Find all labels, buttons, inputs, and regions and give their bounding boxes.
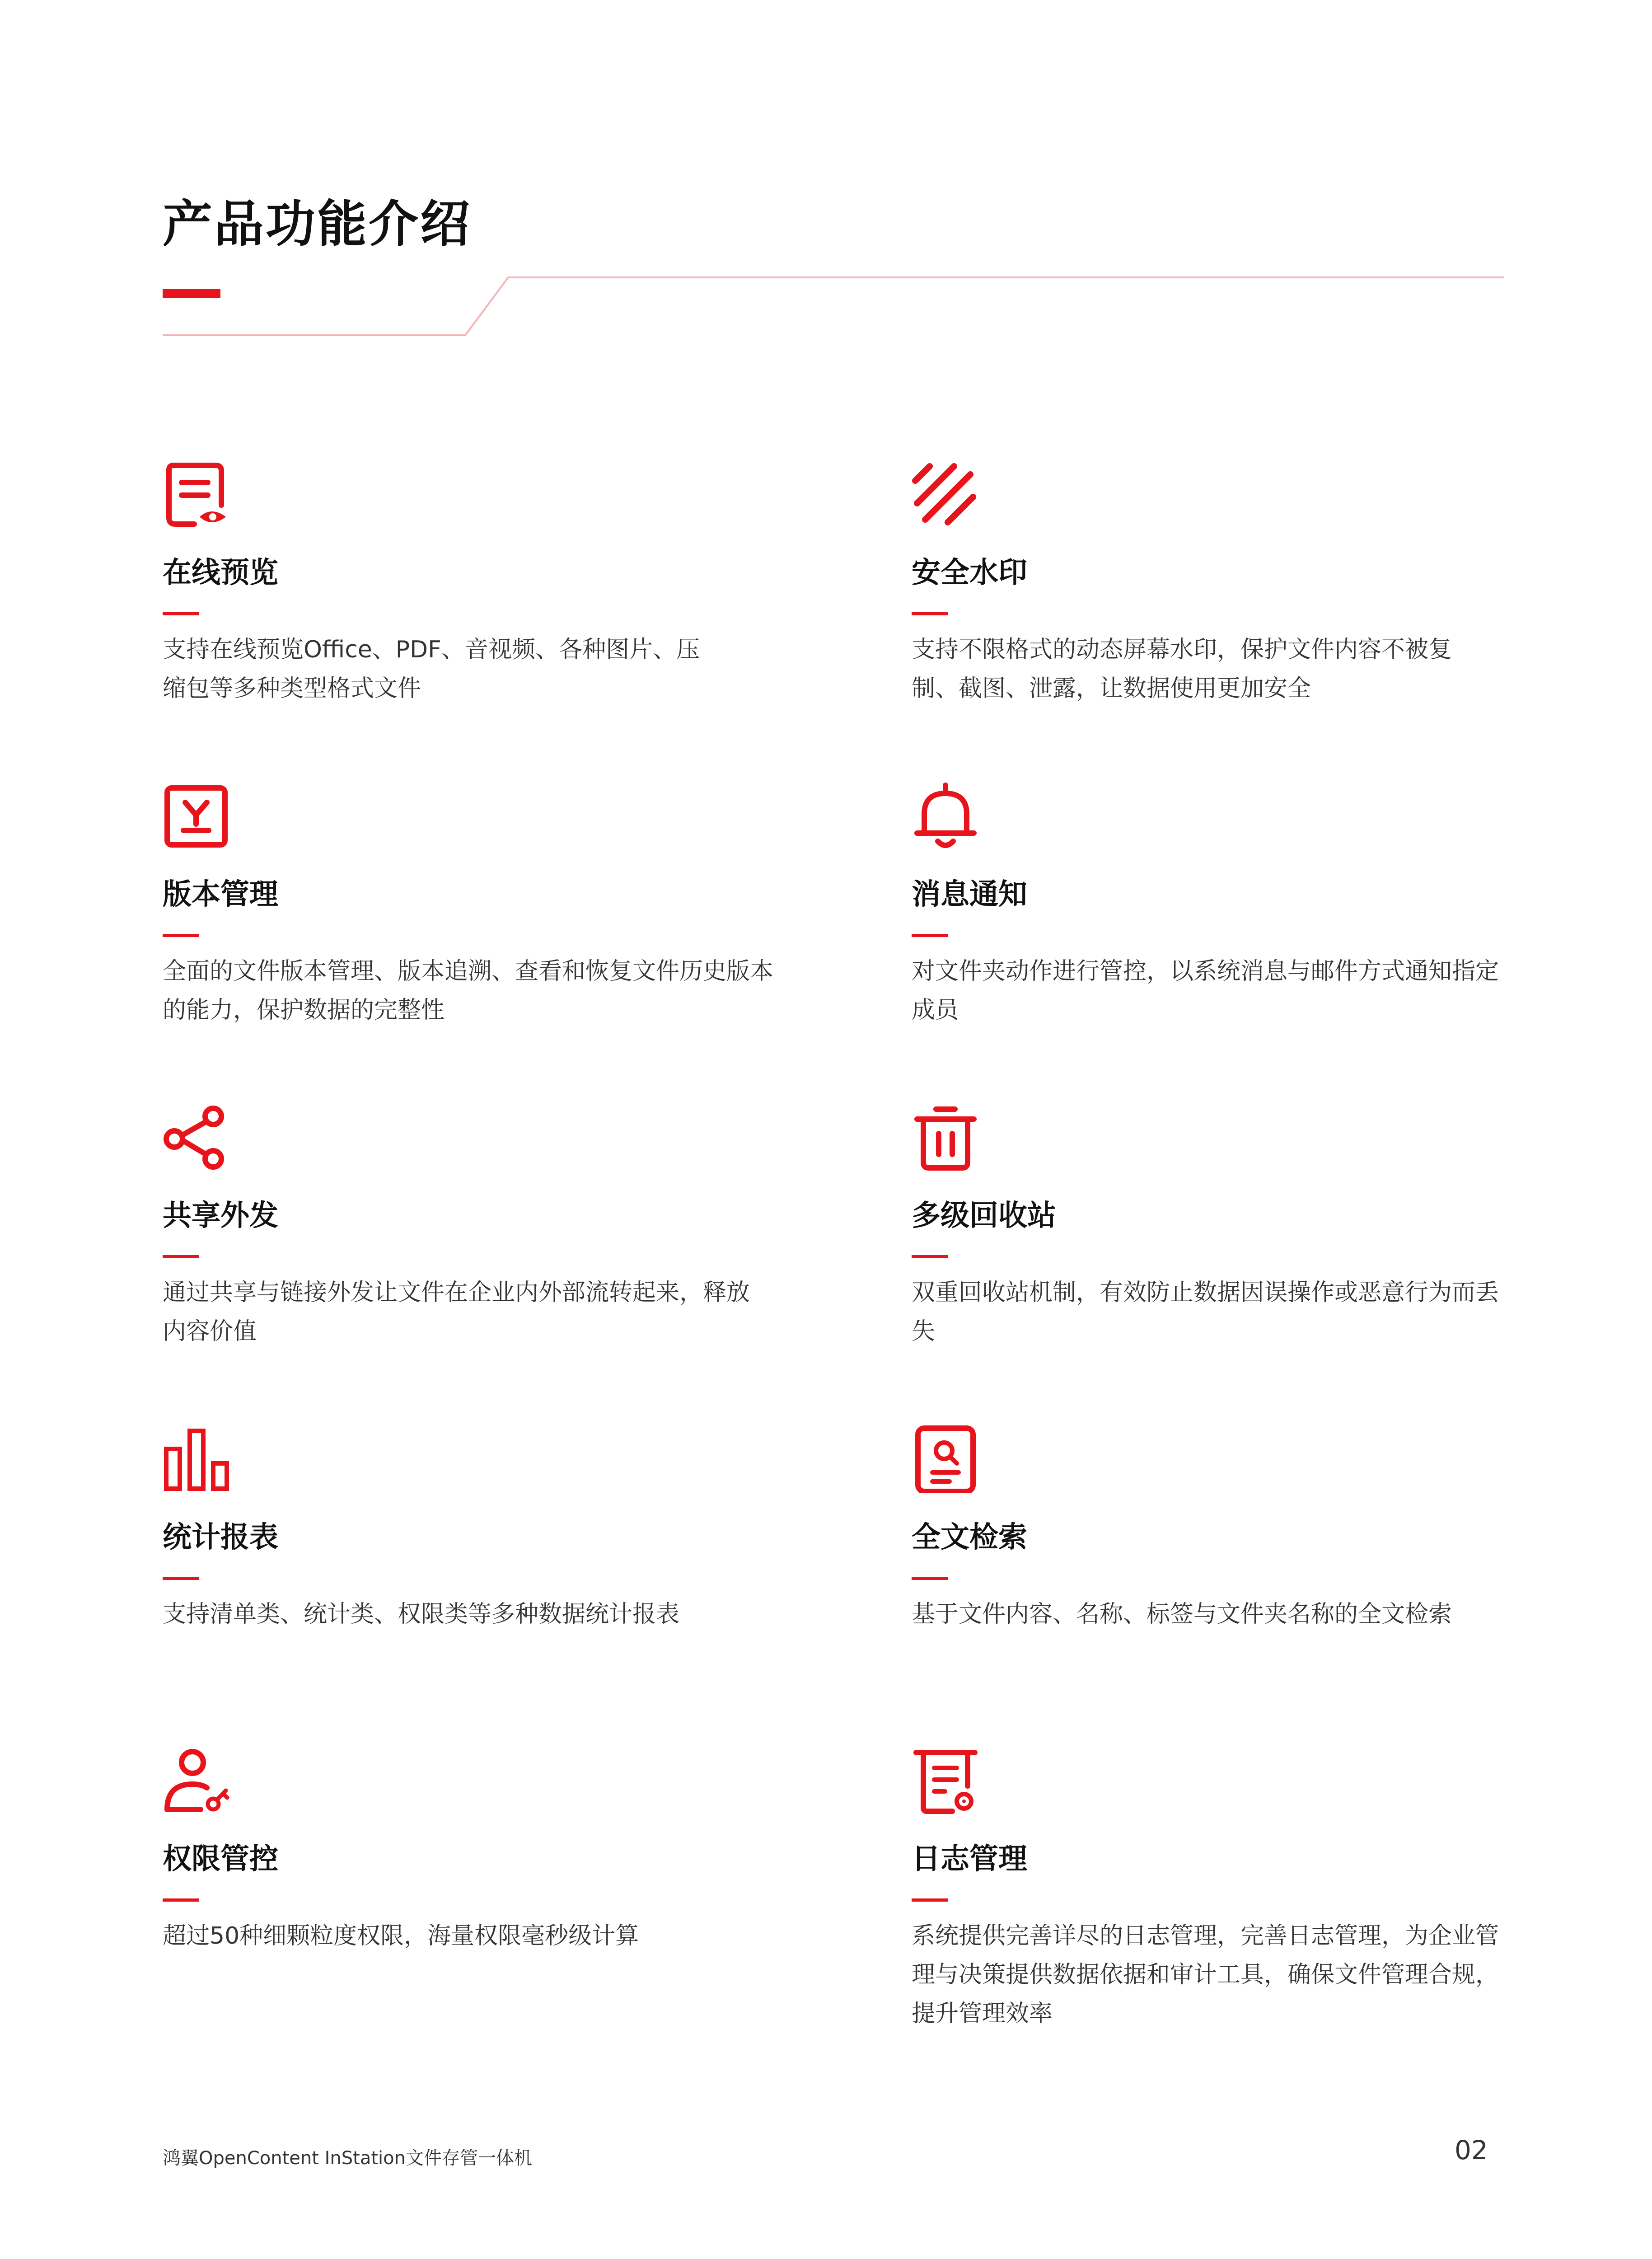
feature-title: 在线预览 (163, 556, 278, 590)
title-underline (163, 1577, 199, 1580)
title-underline (163, 1898, 199, 1902)
title-underline (163, 934, 199, 937)
title-divider (0, 0, 1652, 361)
feature-title: 多级回收站 (912, 1199, 1056, 1233)
feature-title: 全文检索 (912, 1521, 1027, 1554)
feature-description: 系统提供完善详尽的日志管理，完善日志管理，为企业管理与决策提供数据依据和审计工具，确保文件管理合规，提升管理效率 (912, 1922, 1499, 2027)
title-underline (912, 612, 948, 615)
feature-title: 权限管控 (163, 1842, 278, 1876)
share-icon (163, 1104, 230, 1172)
feature-description: 全面的文件版本管理、版本追溯、查看和恢复文件历史版本的能力，保护数据的完整性 (163, 958, 774, 1024)
version-download-icon (163, 783, 230, 850)
feature-title: 消息通知 (912, 878, 1027, 911)
feature-description: 通过共享与链接外发让文件在企业内外部流转起来，释放内容价值 (163, 1279, 750, 1345)
feature-description: 支持清单类、统计类、权限类等多种数据统计报表 (163, 1601, 680, 1628)
search-document-icon (912, 1425, 979, 1493)
title-underline (912, 1255, 948, 1258)
page-title: 产品功能介绍 (163, 195, 472, 253)
feature-description: 支持在线预览Office、PDF、音视频、各种图片、压缩包等多种类型格式文件 (163, 636, 700, 702)
watermark-stripes-icon (912, 461, 979, 529)
log-list-icon (912, 1747, 979, 1815)
feature-description: 超过50种细颗粒度权限，海量权限毫秒级计算 (163, 1922, 639, 1950)
feature-description: 基于文件内容、名称、标签与文件夹名称的全文检索 (912, 1601, 1452, 1628)
feature-title: 日志管理 (912, 1842, 1027, 1876)
page-number: 02 (1455, 2135, 1488, 2165)
footer-product-name: 鸿翼OpenContent InStation文件存管一体机 (163, 2148, 532, 2169)
title-underline (912, 934, 948, 937)
feature-title: 版本管理 (163, 878, 278, 911)
title-underline (163, 1255, 199, 1258)
title-underline (912, 1577, 948, 1580)
bell-icon (912, 783, 979, 850)
title-underline (163, 612, 199, 615)
feature-description: 双重回收站机制，有效防止数据因误操作或恶意行为而丢失 (912, 1279, 1499, 1345)
user-key-icon (163, 1747, 230, 1815)
feature-title: 安全水印 (912, 556, 1027, 590)
title-underline (912, 1898, 948, 1902)
bar-chart-icon (163, 1425, 230, 1493)
feature-title: 统计报表 (163, 1521, 278, 1554)
trash-icon (912, 1104, 979, 1172)
feature-title: 共享外发 (163, 1199, 278, 1233)
document-preview-icon (163, 461, 230, 529)
feature-description: 支持不限格式的动态屏幕水印，保护文件内容不被复制、截图、泄露，让数据使用更加安全 (912, 636, 1452, 702)
feature-description: 对文件夹动作进行管控，以系统消息与邮件方式通知指定成员 (912, 958, 1499, 1024)
